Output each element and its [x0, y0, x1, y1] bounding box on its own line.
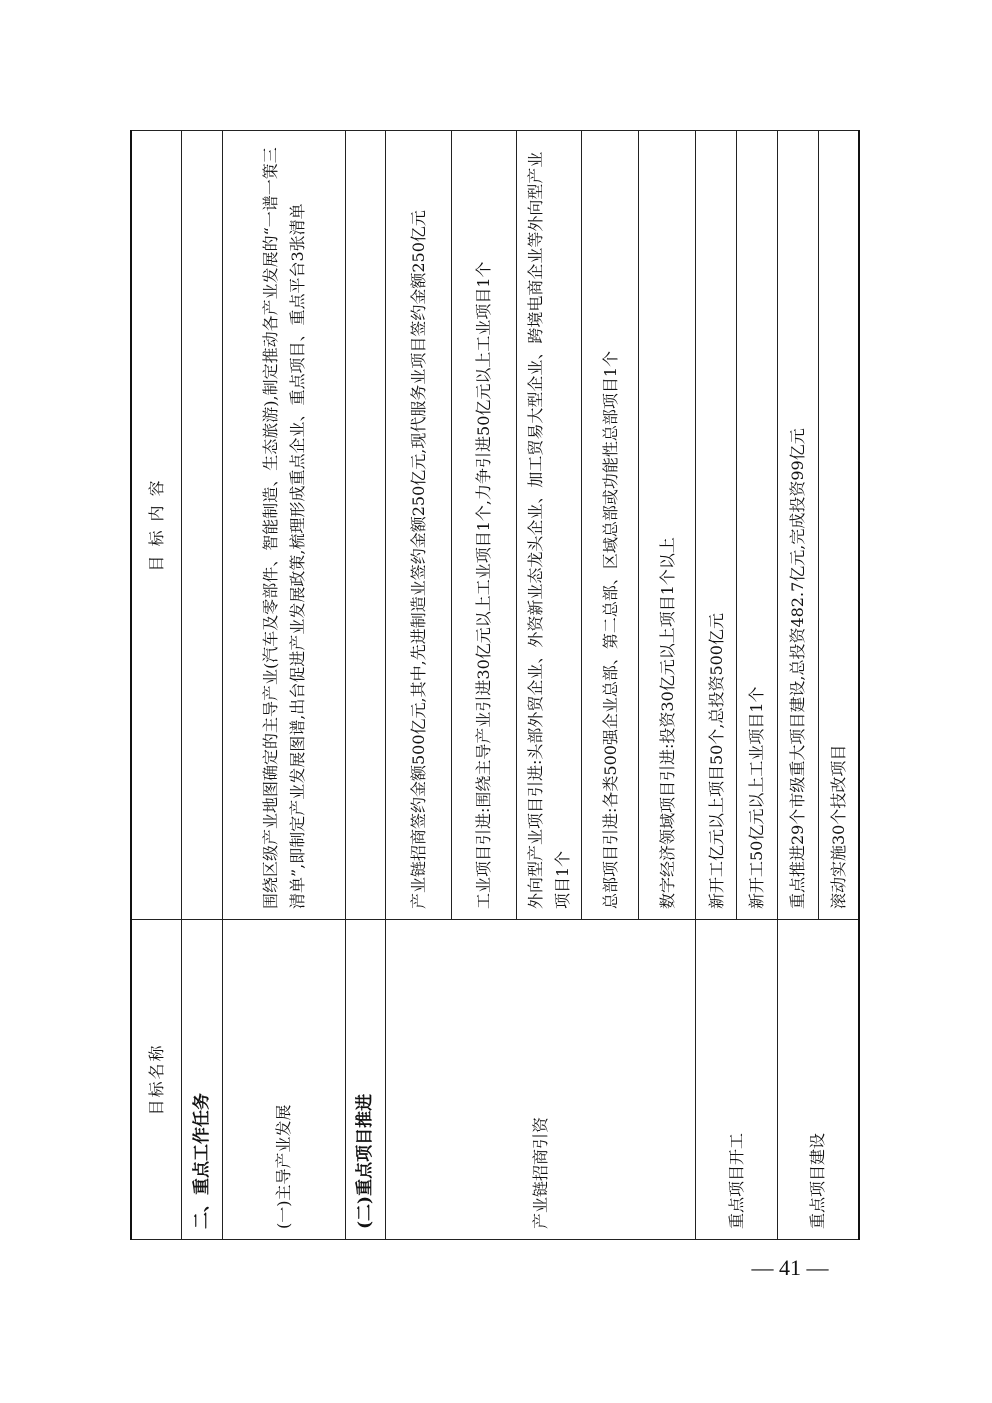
table-row [696, 131, 737, 1240]
row-content: 围绕区级产业地图确定的主导产业(汽车及零部件、智能制造、生态旅游),制定推动各产业发展的“一谱一策三清单”,即制定产业发展图谱,出台促进产业发展政策,梳理形成重点企业、重点项目、重点平台3张清单 [223, 131, 345, 920]
targets-table [130, 130, 860, 1240]
row-name: 重点项目开工 [696, 920, 778, 1240]
row-content: 新开工50亿元以上工业项目1个 [737, 131, 778, 920]
table-row [223, 131, 345, 1240]
row-content: 滚动实施30个技改项目 [818, 131, 859, 920]
row-content: 产业链招商签约金额500亿元,其中,先进制造业签约金额250亿元,现代服务业项目签约金额250亿元 [386, 131, 451, 920]
table-row [386, 131, 451, 1240]
header-name: 目标名称 [131, 920, 182, 1240]
row-name: (一)主导产业发展 [223, 920, 345, 1240]
section-title: 二、重点工作任务 [182, 920, 223, 1240]
row-name: 重点项目建设 [777, 920, 859, 1240]
row-content: 外向型产业项目引进:头部外贸企业、外资新业态龙头企业、加工贸易大型企业、跨境电商企业等外向型产业项目1个 [516, 131, 581, 920]
page-number: — 41 — [751, 1255, 829, 1280]
table-row [345, 131, 386, 1240]
row-content: 工业项目引进:围绕主导产业引进30亿元以上工业项目1个,力争引进50亿元以上工业项目1个 [451, 131, 516, 920]
empty-cell [345, 131, 386, 920]
row-name: 产业链招商引资 [386, 920, 696, 1240]
row-content: 数字经济领域项目引进:投资30亿元以上项目1个以上 [639, 131, 696, 920]
header-content: 目 标 内 容 [131, 131, 182, 920]
rotated-table-frame [130, 130, 860, 1240]
table-header-row [131, 131, 182, 1240]
empty-cell [182, 131, 223, 920]
row-content: 总部项目引进:各类500强企业总部、第二总部、区域总部或功能性总部项目1个 [582, 131, 639, 920]
table-row [182, 131, 223, 1240]
row-content: 新开工亿元以上项目50个,总投资500亿元 [696, 131, 737, 920]
table-row [777, 131, 818, 1240]
row-content: 重点推进29个市级重大项目建设,总投资482.7亿元,完成投资99亿元 [777, 131, 818, 920]
section-title: (二)重点项目推进 [345, 920, 386, 1240]
